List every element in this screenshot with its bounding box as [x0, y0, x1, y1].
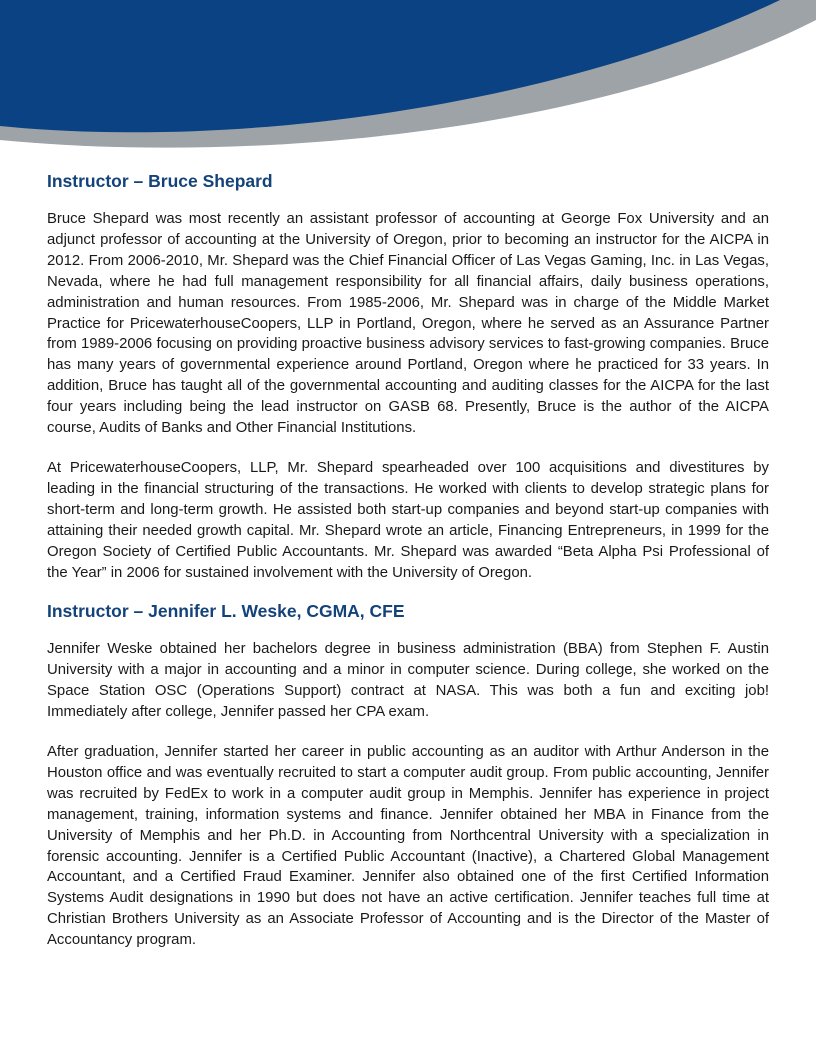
bio-paragraph-shepard-2: At PricewaterhouseCoopers, LLP, Mr. Shepard spearheaded over 100 acquisitions and divestitures by leading in the financial structuring of the transactions. He worked with clients to develop strategic plans for short-term and long-term growth. He assisted both start-up companies and beyond start-up companies with attaining their needed growth capital. Mr. Shepard wrote an article, Financing Entrepreneurs, in 1999 for the Oregon Society of Certified Public Accountants. Mr. Shepard was awarded “Beta Alpha Psi Professional of the Year” in 2006 for sustained involvement with the University of Oregon.: [47, 459, 769, 581]
section-heading-jennifer-weske: Instructor – Jennifer L. Weske, CGMA, CFE: [47, 601, 405, 622]
bio-paragraph-weske-1: Jennifer Weske obtained her bachelors degree in business administration (BBA) from Stephen F. Austin University with a major in accounting and a minor in computer science. During college, she worked on the Space Station OSC (Operations Support) contract at NASA. This was both a fun and exciting job! Immediately after college, Jennifer passed her CPA exam.: [47, 641, 769, 721]
bio-paragraph-shepard-1: Bruce Shepard was most recently an assistant professor of accounting at George Fox University and an adjunct professor of accounting at the University of Oregon, prior to becoming an instructor for the AICPA in 2012. From 2006-2010, Mr. Shepard was the Chief Financial Officer of Las Vegas Gaming, Inc. in Las Vegas, Nevada, where he had full management responsibility for all financial affairs, daily business operations, administration and human resources. From 1985-2006, Mr. Shepard was in charge of the Middle Market Practice for PricewaterhouseCoopers, LLP in Portland, Oregon, where he served as an Assurance Partner from 1989-2006 focusing on providing proactive business advisory services to fast-growing companies. Bruce has many years of governmental experience around Portland, Oregon where he practiced for 33 years. In addition, Bruce has taught all of the governmental accounting and auditing classes for the AICPA for the last four years including being the lead instructor on GASB 68. Presently, Bruce is the author of the AICPA course, Audits of Banks and Other Financial Institutions.: [47, 211, 769, 437]
bio-paragraph-weske-2: After graduation, Jennifer started her career in public accounting as an auditor with Arthur Anderson in the Houston office and was eventually recruited to start a computer audit group. From public accounting, Jennifer was recruited by FedEx to work in a computer audit group in Memphis. Jennifer has experience in project management, training, information systems and finance. Jennifer obtained her MBA in Finance from the University of Memphis and her Ph.D. in Accounting from Northcentral University with a specialization in forensic accounting. Jennifer is a Certified Public Accountant (Inactive), a Chartered Global Management Accountant, and a Certified Fraud Examiner. Jennifer also obtained one of the first Certified Information Systems Audit designations in 1990 but does not have an active certification. Jennifer teaches full time at Christian Brothers University as an Associate Professor of Accounting and is the Director of the Master of Accountancy program.: [47, 744, 769, 949]
section-heading-bruce-shepard: Instructor – Bruce Shepard: [47, 171, 273, 191]
header-banner: [0, 0, 816, 170]
page-content: [47, 170, 769, 951]
